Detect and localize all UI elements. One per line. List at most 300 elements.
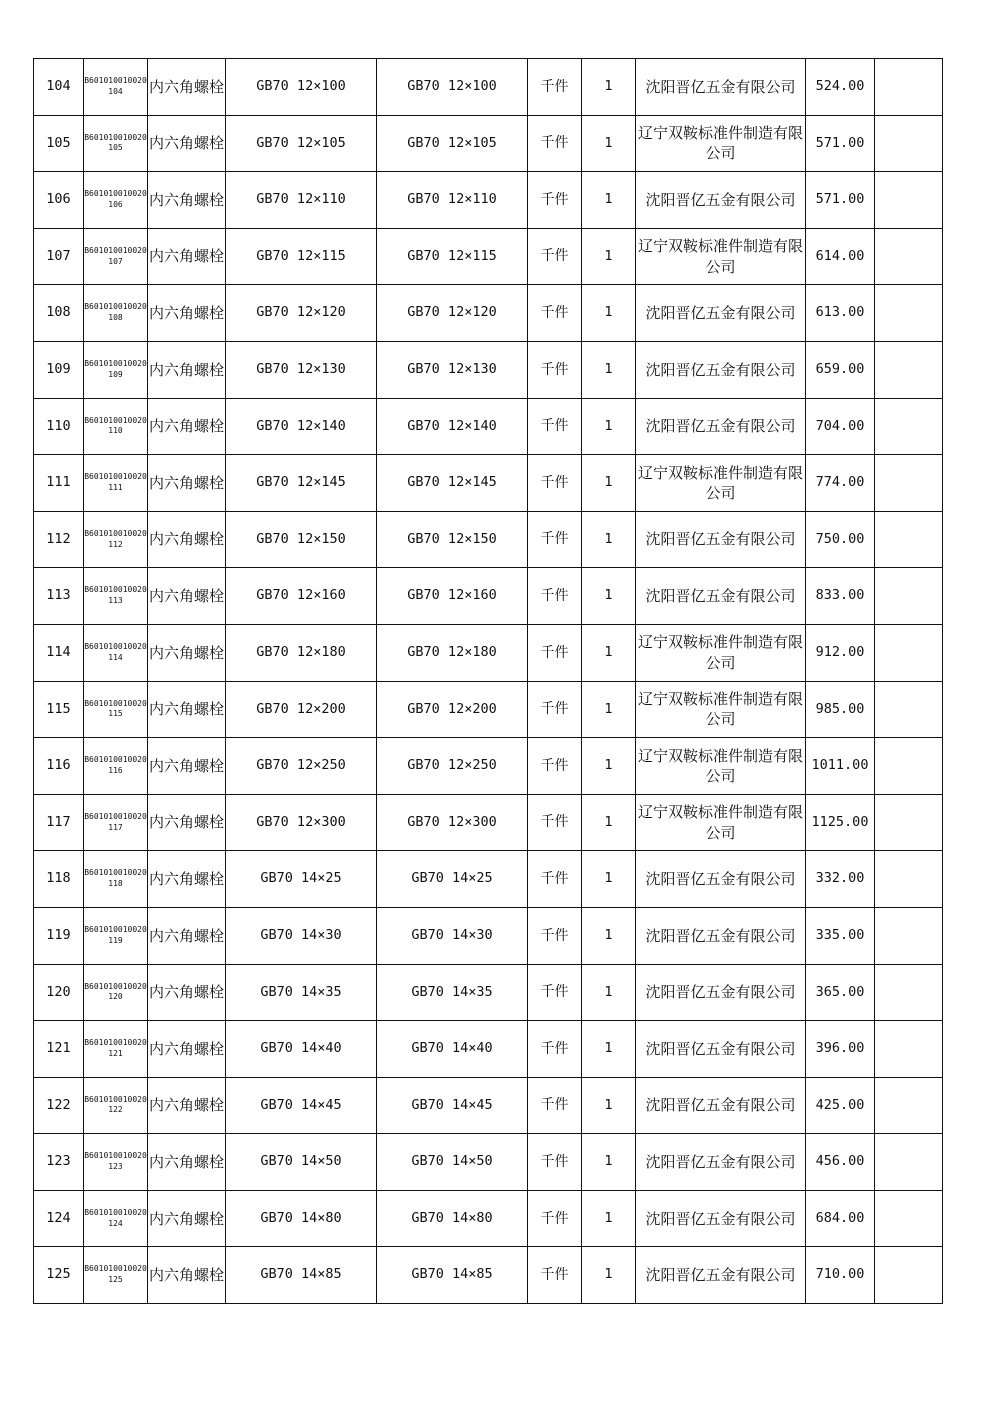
price-cell: 571.00 xyxy=(806,115,875,172)
model-cell: GB70 12×120 xyxy=(377,285,528,342)
remark-cell xyxy=(875,907,943,964)
item-code-text: B601010010020108 xyxy=(84,302,147,323)
unit-cell: 千件 xyxy=(528,1247,582,1304)
spec-cell: GB70 14×80 xyxy=(226,1190,377,1247)
item-code-text: B601010010020116 xyxy=(84,755,147,775)
unit-cell: 千件 xyxy=(528,398,582,455)
quantity-cell: 1 xyxy=(582,681,636,738)
price-cell: 710.00 xyxy=(806,1247,875,1304)
supplier-text: 沈阳晋亿五金有限公司 xyxy=(645,190,796,209)
item-name-cell xyxy=(148,681,226,738)
row-number-cell: 110 xyxy=(34,398,84,455)
item-code-cell xyxy=(84,568,148,625)
row-number-cell: 123 xyxy=(34,1134,84,1191)
model-cell: GB70 12×145 xyxy=(377,455,528,512)
item-name-cell xyxy=(148,907,226,964)
remark-cell xyxy=(875,1077,943,1134)
item-name-text: 内六角螺栓 xyxy=(148,1266,224,1285)
supplier-text: 沈阳晋亿五金有限公司 xyxy=(645,1152,796,1171)
item-code-cell xyxy=(84,1247,148,1304)
item-name-cell xyxy=(148,624,226,681)
price-cell: 365.00 xyxy=(806,964,875,1021)
supplier-text: 辽宁双鞍标准件制造有限公司 xyxy=(637,803,803,842)
supplier-cell xyxy=(636,568,806,625)
item-name-text: 内六角螺栓 xyxy=(148,1209,224,1228)
supplier-cell xyxy=(636,115,806,172)
remark-cell xyxy=(875,1190,943,1247)
model-cell: GB70 12×150 xyxy=(377,511,528,568)
model-cell: GB70 14×25 xyxy=(377,851,528,908)
supplier-cell xyxy=(636,1021,806,1078)
quantity-cell: 1 xyxy=(582,228,636,285)
spec-cell: GB70 12×115 xyxy=(226,228,377,285)
model-cell: GB70 12×115 xyxy=(377,228,528,285)
item-code-text: B601010010020122 xyxy=(84,1094,147,1115)
price-cell: 985.00 xyxy=(806,681,875,738)
spec-cell: GB70 12×105 xyxy=(226,115,377,172)
item-code-text: B601010010020104 xyxy=(84,76,147,96)
quantity-cell: 1 xyxy=(582,398,636,455)
unit-cell: 千件 xyxy=(528,738,582,795)
unit-cell: 千件 xyxy=(528,511,582,568)
spec-cell: GB70 14×25 xyxy=(226,851,377,908)
quantity-cell: 1 xyxy=(582,1077,636,1134)
supplier-cell xyxy=(636,341,806,398)
table-row xyxy=(34,738,943,795)
item-code-cell xyxy=(84,1077,148,1134)
item-code-text: B601010010020109 xyxy=(84,358,147,379)
spec-cell: GB70 14×85 xyxy=(226,1247,377,1304)
unit-cell: 千件 xyxy=(528,228,582,285)
remark-cell xyxy=(875,851,943,908)
table-body xyxy=(34,59,943,1304)
quantity-cell: 1 xyxy=(582,964,636,1021)
item-name-cell xyxy=(148,59,226,116)
price-cell: 335.00 xyxy=(806,907,875,964)
price-cell: 1011.00 xyxy=(806,738,875,795)
item-name-text: 内六角螺栓 xyxy=(148,813,224,832)
item-name-cell xyxy=(148,1190,226,1247)
unit-cell: 千件 xyxy=(528,681,582,738)
price-cell: 613.00 xyxy=(806,285,875,342)
quantity-cell: 1 xyxy=(582,511,636,568)
supplier-cell xyxy=(636,172,806,229)
supplier-cell xyxy=(636,851,806,908)
supplier-cell xyxy=(636,1247,806,1304)
unit-cell: 千件 xyxy=(528,455,582,512)
unit-cell: 千件 xyxy=(528,964,582,1021)
quantity-cell: 1 xyxy=(582,341,636,398)
supplier-cell xyxy=(636,964,806,1021)
item-code-cell xyxy=(84,511,148,568)
table-row xyxy=(34,1021,943,1078)
table-row xyxy=(34,172,943,229)
row-number-cell: 122 xyxy=(34,1077,84,1134)
model-cell: GB70 12×200 xyxy=(377,681,528,738)
item-name-text: 内六角螺栓 xyxy=(148,587,224,606)
price-cell: 425.00 xyxy=(806,1077,875,1134)
row-number-cell: 104 xyxy=(34,59,84,116)
supplier-text: 辽宁双鞍标准件制造有限公司 xyxy=(637,746,803,785)
model-cell: GB70 14×40 xyxy=(377,1021,528,1078)
remark-cell xyxy=(875,624,943,681)
item-code-text: B601010010020118 xyxy=(84,868,147,889)
remark-cell xyxy=(875,398,943,455)
item-name-text: 内六角螺栓 xyxy=(148,134,224,153)
item-code-cell xyxy=(84,624,148,681)
supplier-cell xyxy=(636,681,806,738)
row-number-cell: 109 xyxy=(34,341,84,398)
table-row xyxy=(34,624,943,681)
spec-cell: GB70 12×160 xyxy=(226,568,377,625)
table-row xyxy=(34,794,943,851)
item-name-cell xyxy=(148,851,226,908)
item-code-text: B601010010020121 xyxy=(84,1038,147,1058)
table-row xyxy=(34,851,943,908)
quantity-cell: 1 xyxy=(582,455,636,512)
item-name-text: 内六角螺栓 xyxy=(148,473,224,492)
table-row xyxy=(34,568,943,625)
row-number-cell: 111 xyxy=(34,455,84,512)
item-name-cell xyxy=(148,1134,226,1191)
unit-cell: 千件 xyxy=(528,115,582,172)
price-cell: 1125.00 xyxy=(806,794,875,851)
row-number-cell: 117 xyxy=(34,794,84,851)
remark-cell xyxy=(875,738,943,795)
supplier-text: 沈阳晋亿五金有限公司 xyxy=(645,360,796,379)
table-row xyxy=(34,455,943,512)
spec-cell: GB70 12×200 xyxy=(226,681,377,738)
model-cell: GB70 12×140 xyxy=(377,398,528,455)
supplier-cell xyxy=(636,59,806,116)
model-cell: GB70 12×250 xyxy=(377,738,528,795)
row-number-cell: 116 xyxy=(34,738,84,795)
item-code-cell xyxy=(84,738,148,795)
quantity-cell: 1 xyxy=(582,624,636,681)
spec-cell: GB70 14×50 xyxy=(226,1134,377,1191)
row-number-cell: 119 xyxy=(34,907,84,964)
model-cell: GB70 14×30 xyxy=(377,907,528,964)
price-cell: 774.00 xyxy=(806,455,875,512)
unit-cell: 千件 xyxy=(528,1021,582,1078)
table-row xyxy=(34,341,943,398)
item-name-cell xyxy=(148,1247,226,1304)
item-name-cell xyxy=(148,172,226,229)
item-name-text: 内六角螺栓 xyxy=(148,247,224,266)
item-code-text: B601010010020115 xyxy=(84,698,147,719)
spec-cell: GB70 12×120 xyxy=(226,285,377,342)
item-code-text: B601010010020111 xyxy=(84,472,147,492)
item-name-text: 内六角螺栓 xyxy=(148,756,224,775)
price-cell: 684.00 xyxy=(806,1190,875,1247)
item-name-text: 内六角螺栓 xyxy=(148,304,224,323)
remark-cell xyxy=(875,794,943,851)
quantity-cell: 1 xyxy=(582,1134,636,1191)
supplier-cell xyxy=(636,228,806,285)
supplier-text: 沈阳晋亿五金有限公司 xyxy=(645,77,796,96)
unit-cell: 千件 xyxy=(528,568,582,625)
price-cell: 704.00 xyxy=(806,398,875,455)
table-row xyxy=(34,907,943,964)
supplier-text: 沈阳晋亿五金有限公司 xyxy=(645,587,796,606)
item-name-cell xyxy=(148,115,226,172)
supplier-cell xyxy=(636,794,806,851)
remark-cell xyxy=(875,59,943,116)
item-code-cell xyxy=(84,1134,148,1191)
supplier-text: 辽宁双鞍标准件制造有限公司 xyxy=(637,633,803,672)
row-number-cell: 106 xyxy=(34,172,84,229)
item-name-cell xyxy=(148,1077,226,1134)
price-cell: 614.00 xyxy=(806,228,875,285)
supplier-cell xyxy=(636,1190,806,1247)
item-code-text: B601010010020107 xyxy=(84,245,147,266)
item-code-text: B601010010020123 xyxy=(84,1151,147,1172)
item-code-cell xyxy=(84,228,148,285)
supplier-cell xyxy=(636,907,806,964)
row-number-cell: 107 xyxy=(34,228,84,285)
model-cell: GB70 12×100 xyxy=(377,59,528,116)
spec-cell: GB70 14×40 xyxy=(226,1021,377,1078)
unit-cell: 千件 xyxy=(528,1190,582,1247)
item-name-text: 内六角螺栓 xyxy=(148,1152,224,1171)
spec-cell: GB70 12×110 xyxy=(226,172,377,229)
price-table xyxy=(33,58,943,1304)
item-code-text: B601010010020119 xyxy=(84,924,147,945)
item-code-text: B601010010020114 xyxy=(84,641,147,662)
spec-cell: GB70 14×35 xyxy=(226,964,377,1021)
model-cell: GB70 12×130 xyxy=(377,341,528,398)
price-cell: 396.00 xyxy=(806,1021,875,1078)
item-code-cell xyxy=(84,455,148,512)
row-number-cell: 118 xyxy=(34,851,84,908)
table-row xyxy=(34,398,943,455)
item-name-text: 内六角螺栓 xyxy=(148,360,224,379)
unit-cell: 千件 xyxy=(528,624,582,681)
table-row xyxy=(34,285,943,342)
table-row xyxy=(34,964,943,1021)
item-code-cell xyxy=(84,794,148,851)
item-name-cell xyxy=(148,398,226,455)
item-name-text: 内六角螺栓 xyxy=(148,77,224,96)
item-code-text: B601010010020117 xyxy=(84,811,147,832)
price-cell: 332.00 xyxy=(806,851,875,908)
quantity-cell: 1 xyxy=(582,851,636,908)
remark-cell xyxy=(875,568,943,625)
item-code-cell xyxy=(84,1190,148,1247)
item-name-text: 内六角螺栓 xyxy=(148,190,224,209)
supplier-cell xyxy=(636,455,806,512)
spec-cell: GB70 12×150 xyxy=(226,511,377,568)
unit-cell: 千件 xyxy=(528,1077,582,1134)
quantity-cell: 1 xyxy=(582,285,636,342)
supplier-cell xyxy=(636,624,806,681)
supplier-text: 辽宁双鞍标准件制造有限公司 xyxy=(637,124,803,163)
table-row xyxy=(34,511,943,568)
spec-cell: GB70 12×250 xyxy=(226,738,377,795)
spec-cell: GB70 12×300 xyxy=(226,794,377,851)
supplier-text: 辽宁双鞍标准件制造有限公司 xyxy=(637,690,803,729)
model-cell: GB70 12×300 xyxy=(377,794,528,851)
item-name-text: 内六角螺栓 xyxy=(148,926,224,945)
row-number-cell: 114 xyxy=(34,624,84,681)
remark-cell xyxy=(875,964,943,1021)
spec-cell: GB70 14×30 xyxy=(226,907,377,964)
table-row xyxy=(34,115,943,172)
item-code-text: B601010010020125 xyxy=(84,1264,147,1285)
unit-cell: 千件 xyxy=(528,341,582,398)
supplier-text: 沈阳晋亿五金有限公司 xyxy=(645,1266,796,1285)
item-code-cell xyxy=(84,341,148,398)
model-cell: GB70 14×45 xyxy=(377,1077,528,1134)
supplier-text: 沈阳晋亿五金有限公司 xyxy=(645,1209,796,1228)
spec-cell: GB70 14×45 xyxy=(226,1077,377,1134)
supplier-text: 沈阳晋亿五金有限公司 xyxy=(645,1039,796,1058)
remark-cell xyxy=(875,1134,943,1191)
unit-cell: 千件 xyxy=(528,907,582,964)
remark-cell xyxy=(875,1247,943,1304)
table-row xyxy=(34,1134,943,1191)
unit-cell: 千件 xyxy=(528,285,582,342)
remark-cell xyxy=(875,228,943,285)
item-code-cell xyxy=(84,172,148,229)
remark-cell xyxy=(875,285,943,342)
item-code-cell xyxy=(84,1021,148,1078)
item-name-text: 内六角螺栓 xyxy=(148,1039,224,1058)
row-number-cell: 108 xyxy=(34,285,84,342)
supplier-text: 沈阳晋亿五金有限公司 xyxy=(645,983,796,1002)
item-name-cell xyxy=(148,794,226,851)
remark-cell xyxy=(875,1021,943,1078)
supplier-text: 辽宁双鞍标准件制造有限公司 xyxy=(637,237,803,276)
quantity-cell: 1 xyxy=(582,907,636,964)
price-cell: 659.00 xyxy=(806,341,875,398)
model-cell: GB70 12×110 xyxy=(377,172,528,229)
supplier-cell xyxy=(636,738,806,795)
spec-cell: GB70 12×145 xyxy=(226,455,377,512)
remark-cell xyxy=(875,511,943,568)
supplier-cell xyxy=(636,1134,806,1191)
row-number-cell: 121 xyxy=(34,1021,84,1078)
item-name-text: 内六角螺栓 xyxy=(148,643,224,662)
item-name-cell xyxy=(148,511,226,568)
item-code-cell xyxy=(84,964,148,1021)
supplier-cell xyxy=(636,285,806,342)
table-row xyxy=(34,1190,943,1247)
item-name-text: 内六角螺栓 xyxy=(148,869,224,888)
quantity-cell: 1 xyxy=(582,59,636,116)
item-code-text: B601010010020110 xyxy=(84,415,147,436)
item-code-text: B601010010020112 xyxy=(84,528,147,549)
item-code-cell xyxy=(84,285,148,342)
supplier-text: 辽宁双鞍标准件制造有限公司 xyxy=(637,463,803,502)
supplier-text: 沈阳晋亿五金有限公司 xyxy=(645,869,796,888)
row-number-cell: 112 xyxy=(34,511,84,568)
item-code-text: B601010010020113 xyxy=(84,585,147,606)
item-name-cell xyxy=(148,285,226,342)
supplier-cell xyxy=(636,511,806,568)
item-name-cell xyxy=(148,228,226,285)
model-cell: GB70 12×160 xyxy=(377,568,528,625)
row-number-cell: 105 xyxy=(34,115,84,172)
row-number-cell: 124 xyxy=(34,1190,84,1247)
unit-cell: 千件 xyxy=(528,172,582,229)
item-name-text: 内六角螺栓 xyxy=(148,417,224,436)
price-cell: 912.00 xyxy=(806,624,875,681)
quantity-cell: 1 xyxy=(582,1247,636,1304)
item-code-cell xyxy=(84,907,148,964)
item-code-text: B601010010020105 xyxy=(84,132,147,153)
model-cell: GB70 14×85 xyxy=(377,1247,528,1304)
item-name-text: 内六角螺栓 xyxy=(148,700,224,719)
table-row xyxy=(34,228,943,285)
table-row xyxy=(34,1077,943,1134)
item-name-text: 内六角螺栓 xyxy=(148,983,224,1002)
quantity-cell: 1 xyxy=(582,172,636,229)
remark-cell xyxy=(875,341,943,398)
supplier-text: 沈阳晋亿五金有限公司 xyxy=(645,417,796,436)
quantity-cell: 1 xyxy=(582,568,636,625)
model-cell: GB70 12×105 xyxy=(377,115,528,172)
price-cell: 456.00 xyxy=(806,1134,875,1191)
model-cell: GB70 14×50 xyxy=(377,1134,528,1191)
supplier-text: 沈阳晋亿五金有限公司 xyxy=(645,926,796,945)
item-name-text: 内六角螺栓 xyxy=(148,530,224,549)
unit-cell: 千件 xyxy=(528,794,582,851)
unit-cell: 千件 xyxy=(528,851,582,908)
model-cell: GB70 14×80 xyxy=(377,1190,528,1247)
row-number-cell: 115 xyxy=(34,681,84,738)
model-cell: GB70 12×180 xyxy=(377,624,528,681)
supplier-cell xyxy=(636,1077,806,1134)
item-code-cell xyxy=(84,398,148,455)
quantity-cell: 1 xyxy=(582,1021,636,1078)
model-cell: GB70 14×35 xyxy=(377,964,528,1021)
supplier-cell xyxy=(636,398,806,455)
row-number-cell: 120 xyxy=(34,964,84,1021)
remark-cell xyxy=(875,455,943,512)
remark-cell xyxy=(875,115,943,172)
item-code-text: B601010010020106 xyxy=(84,189,147,209)
item-name-text: 内六角螺栓 xyxy=(148,1096,224,1115)
supplier-text: 沈阳晋亿五金有限公司 xyxy=(645,1096,796,1115)
remark-cell xyxy=(875,681,943,738)
quantity-cell: 1 xyxy=(582,794,636,851)
spec-cell: GB70 12×100 xyxy=(226,59,377,116)
price-cell: 524.00 xyxy=(806,59,875,116)
spec-cell: GB70 12×180 xyxy=(226,624,377,681)
item-name-cell xyxy=(148,341,226,398)
spec-cell: GB70 12×130 xyxy=(226,341,377,398)
row-number-cell: 113 xyxy=(34,568,84,625)
supplier-text: 沈阳晋亿五金有限公司 xyxy=(645,304,796,323)
unit-cell: 千件 xyxy=(528,59,582,116)
spec-cell: GB70 12×140 xyxy=(226,398,377,455)
item-name-cell xyxy=(148,455,226,512)
item-name-cell xyxy=(148,1021,226,1078)
table-row xyxy=(34,681,943,738)
supplier-text: 沈阳晋亿五金有限公司 xyxy=(645,530,796,549)
item-code-text: B601010010020120 xyxy=(84,981,147,1002)
table-row xyxy=(34,59,943,116)
price-cell: 750.00 xyxy=(806,511,875,568)
price-cell: 833.00 xyxy=(806,568,875,625)
price-cell: 571.00 xyxy=(806,172,875,229)
item-name-cell xyxy=(148,738,226,795)
quantity-cell: 1 xyxy=(582,1190,636,1247)
item-name-cell xyxy=(148,568,226,625)
quantity-cell: 1 xyxy=(582,115,636,172)
quantity-cell: 1 xyxy=(582,738,636,795)
